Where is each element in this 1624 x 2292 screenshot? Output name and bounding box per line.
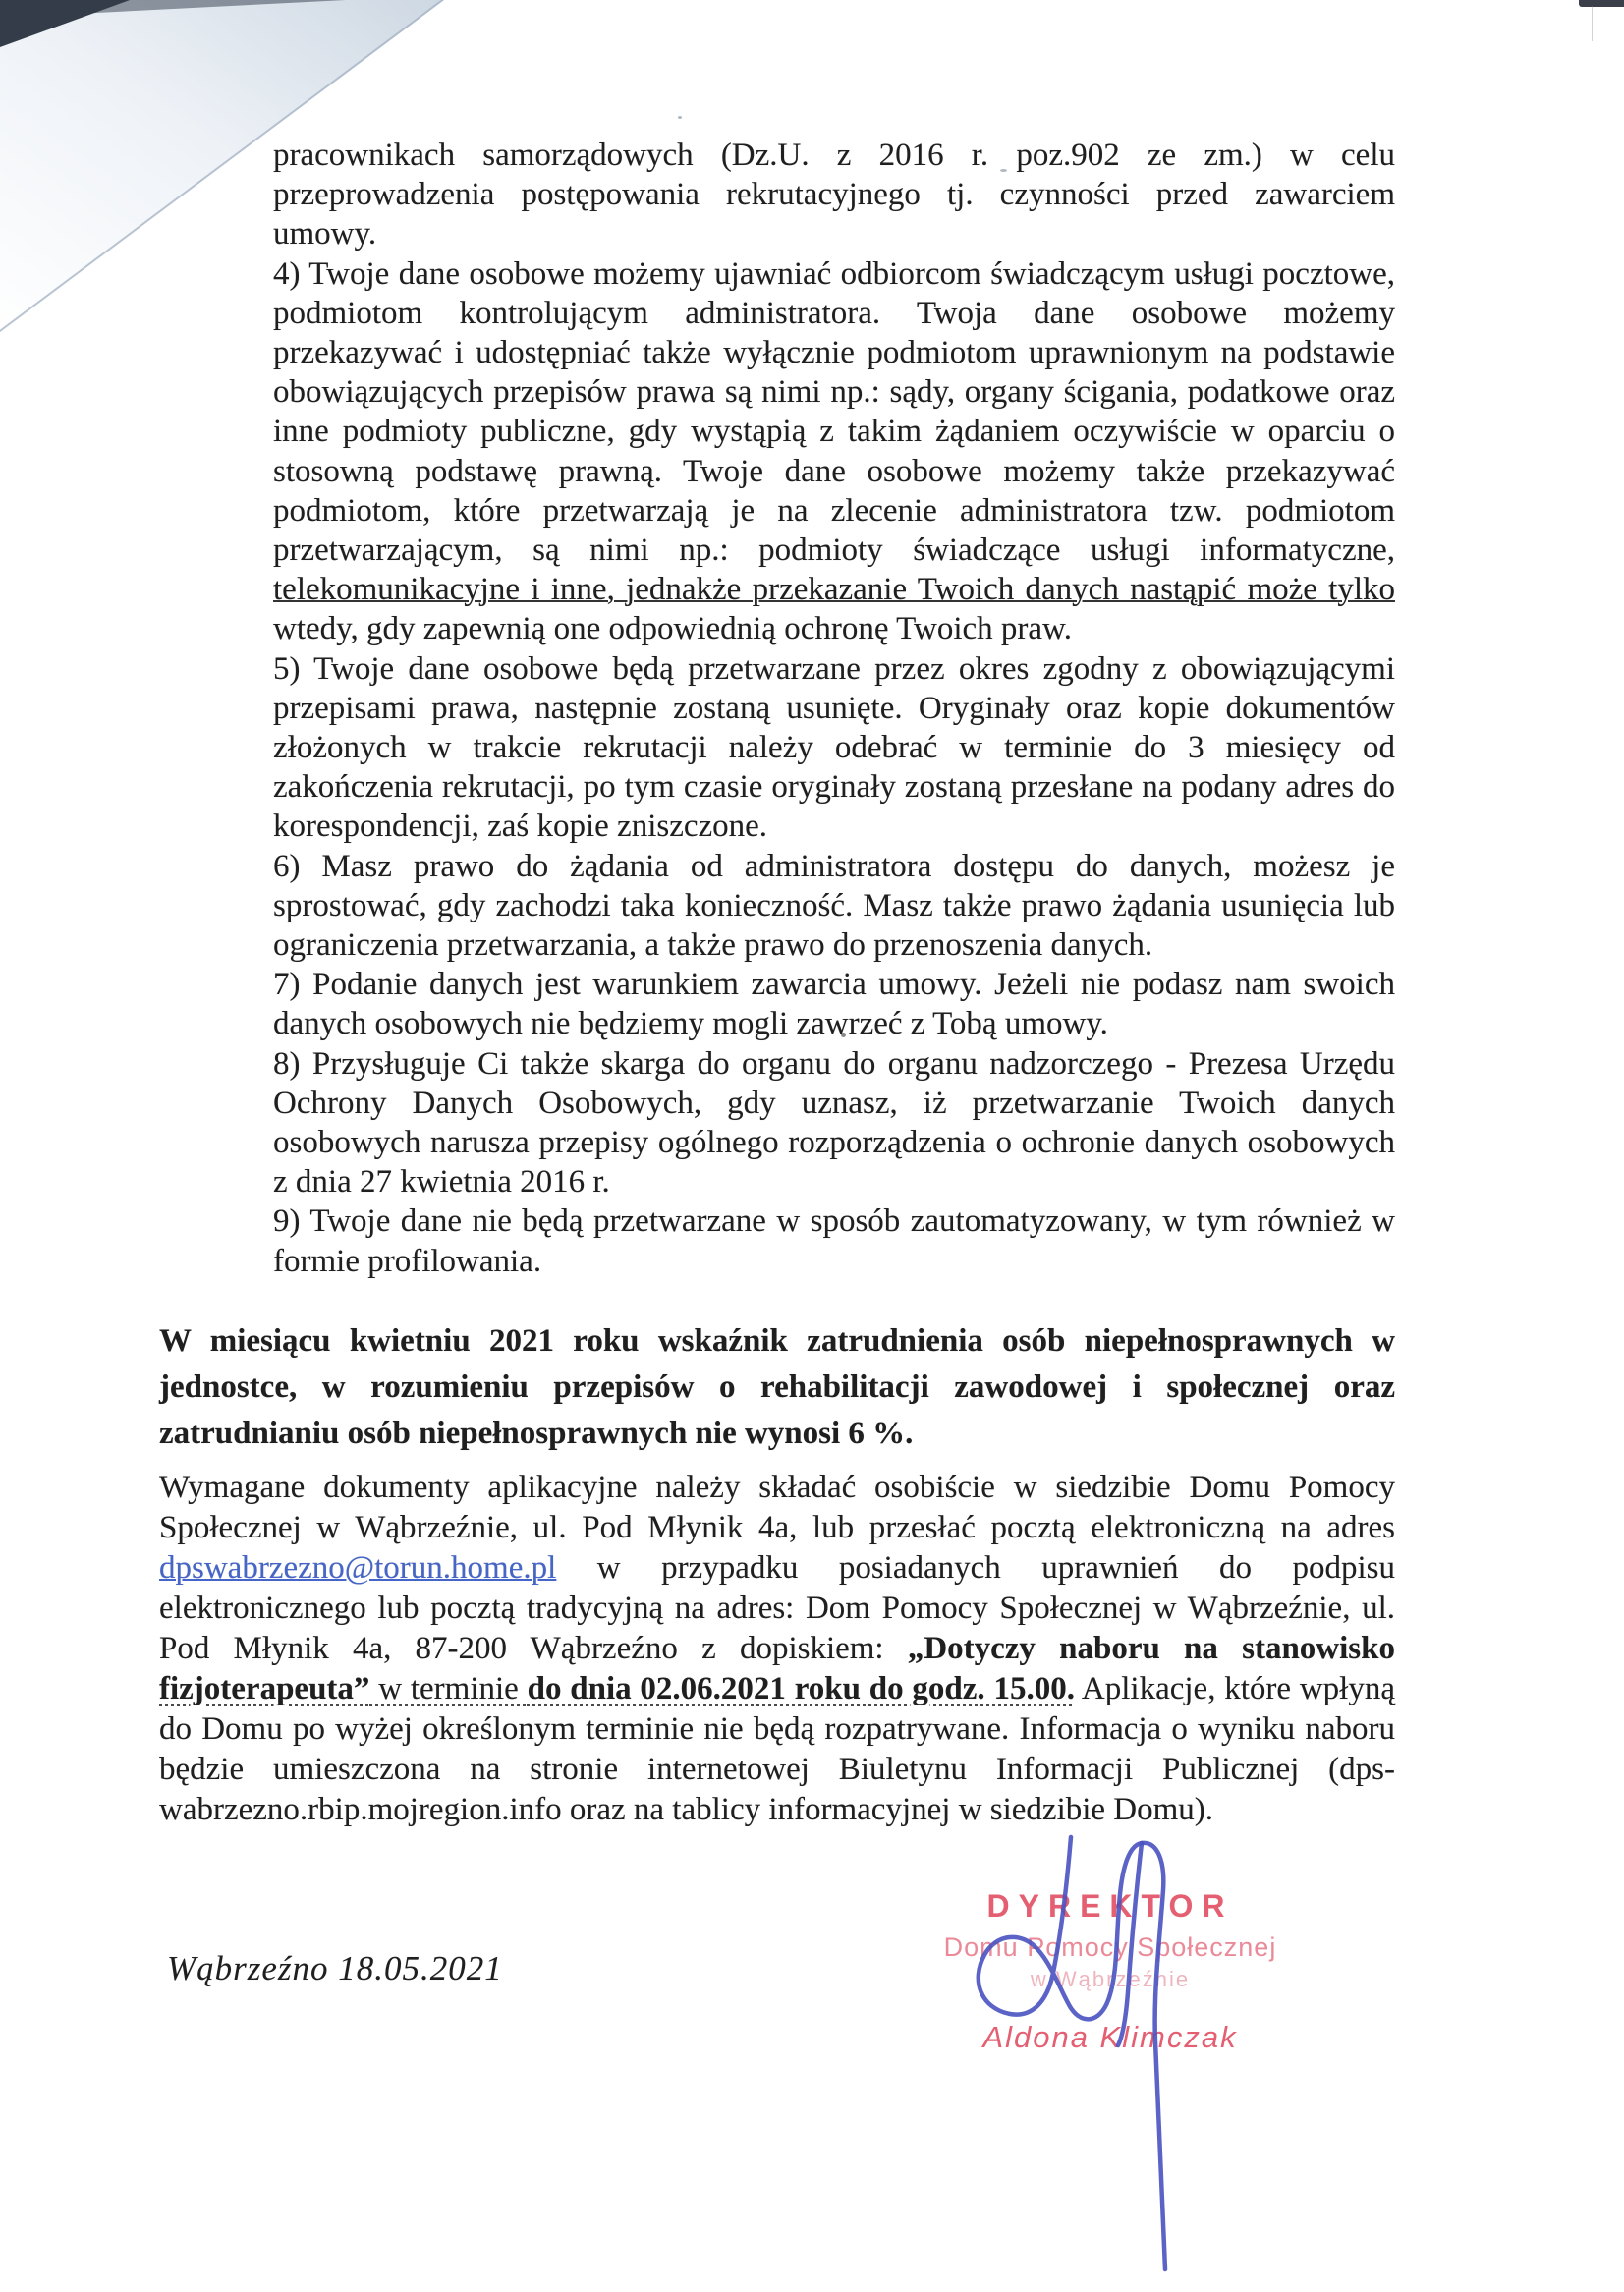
gdpr-item-4-text-end: wtedy, gdy zapewnią one odpowiednią ochronę Twoich praw. bbox=[273, 611, 1072, 647]
application-deadline-lead: w terminie bbox=[369, 1671, 528, 1706]
gdpr-item-7: 7) Podanie danych jest warunkiem zawarcia umowy. Jeżeli nie podasz nam swoich danych osobowych nie będziemy mogli zawrzeć z Tobą umowy. bbox=[273, 967, 1395, 1042]
email-link[interactable]: dpswabrzezno@torun.home.pl bbox=[159, 1550, 557, 1586]
stamp-institution: Domu Pomocy Społecznej bbox=[943, 1932, 1277, 1962]
gdpr-item-4 bbox=[273, 254, 1395, 649]
top-right-scan-smudge bbox=[1579, 0, 1624, 7]
application-text: Wymagane dokumenty aplikacyjne należy składać osobiście w siedzibie Domu Pomocy Społecznej w Wąbrzeźnie, ul. Pod Młynik 4a, lub przesłać pocztą elektroniczną na adres bbox=[159, 1470, 1395, 1545]
application-deadline-bold: do dnia 02.06.2021 roku do godz. 15.00. bbox=[527, 1671, 1075, 1706]
gdpr-item-4-underlined-text: telekomunikacyjne i inne, jednakże przekazanie Twoich danych nastąpić może tylko bbox=[273, 572, 1395, 608]
employment-indicator-notice: W miesiącu kwietniu 2021 roku wskaźnik zatrudnienia osób niepełnosprawnych w jednostce, w rozumieniu przepisów o rehabilitacji zawodowej i społecznej oraz zatrudnianiu osób niepełnosprawnych nie wynosi 6 %. bbox=[159, 1323, 1395, 1451]
stamp-title: DYREKTOR bbox=[986, 1888, 1234, 1924]
stamp-city: w Wąbrzeźnie bbox=[1030, 1967, 1191, 1991]
place-and-date: Wąbrzeźno 18.05.2021 bbox=[167, 1949, 503, 1987]
gdpr-item-8: 8) Przysługuje Ci także skarga do organu do organu nadzorczego - Prezesa Urzędu Ochrony Danych Osobowych, gdy uznasz, iż przetwarzanie Twoich danych osobowych narusza przepisy ogólnego rozporządzenia o ochronie danych osobowych z dnia 27 kwietnia 2016 r. bbox=[273, 1045, 1395, 1201]
gdpr-item-4-text: 4) Twoje dane osobowe możemy ujawniać odbiorcom świadczącym usługi pocztowe, podmiotom kontrolującym administratora. Twoja dane osobowe możemy przekazywać i udostępniać także wyłącznie podmiotom uprawnionym na podstawie obowiązujących przepisów prawa są nimi np.: sądy, organy ścigania, podatkowe oraz inne podmioty publiczne, gdy wystąpią z takim żądaniem oczywiście w oparciu o stosowną podstawę prawną. Twoje dane osobowe możemy także przekazywać podmiotom, które przetwarzają je na zlecenie administratora tzw. podmiotom przetwarzającym, są nimi np.: podmioty świadczące usługi informatyczne, bbox=[273, 255, 1395, 569]
gdpr-item-9: 9) Twoje dane nie będą przetwarzane w sposób zautomatyzowany, w tym również w formie profilowania. bbox=[273, 1203, 1395, 1279]
application-instructions bbox=[159, 1468, 1395, 1830]
pen-signature bbox=[924, 1825, 1218, 2279]
gdpr-item-6: 6) Masz prawo do żądania od administratora dostępu do danych, możesz je sprostować, gdy zachodzi taka konieczność. Masz także prawo żądania usunięcia lub ograniczenia przetwarzania, a także prawo do przenoszenia danych. bbox=[273, 848, 1395, 964]
gdpr-item-5: 5) Twoje dane osobowe będą przetwarzane przez okres zgodny z obowiązującymi przepisami prawa, następnie zostaną usunięte. Oryginały oraz kopie dokumentów złożonych w trakcie rekrutacji należy odebrać w terminie do 3 miesięcy od zakończenia rekrutacji, po tym czasie oryginały zostaną przesłane na podany adres do korespondencji, zaś kopie zniszczone. bbox=[273, 650, 1395, 845]
stamp-signature-name: Aldona Klimczak bbox=[982, 2020, 1238, 2054]
top-right-scan-line bbox=[1592, 6, 1593, 41]
application-subject-position-bold: fizjoterapeuta” bbox=[159, 1671, 370, 1706]
scan-speck bbox=[678, 116, 682, 119]
application-subject-bold: „Dotyczy naboru na stanowisko bbox=[907, 1631, 1395, 1666]
gdpr-intro: pracownikach samorządowych (Dz.U. z 2016 r. poz.902 ze zm.) w celu przeprowadzenia postępowania rekrutacyjnego tj. czynności przed zawarciem umowy. bbox=[273, 138, 1395, 252]
application-text: w przypadku posiadanych uprawnień do podpisu elektronicznego lub pocztą tradycyjną na adres: Dom Pomocy Społecznej w Wąbrzeźnie, ul. Pod Młynik 4a, 87-200 Wąbrzeźno z dopiskiem: bbox=[159, 1550, 1395, 1666]
gdpr-section bbox=[273, 136, 1395, 1281]
application-text: Aplikacje, które wpłyną do Domu po wyżej określonym terminie nie będą rozpatrywane. Informacja o wyniku naboru będzie umieszczona na stronie internetowej Biuletynu Informacji Publicznej (dps-wabrzezno.rbip.mojregion.info oraz na tablicy informacyjnej w siedzibie Domu). bbox=[159, 1671, 1395, 1827]
